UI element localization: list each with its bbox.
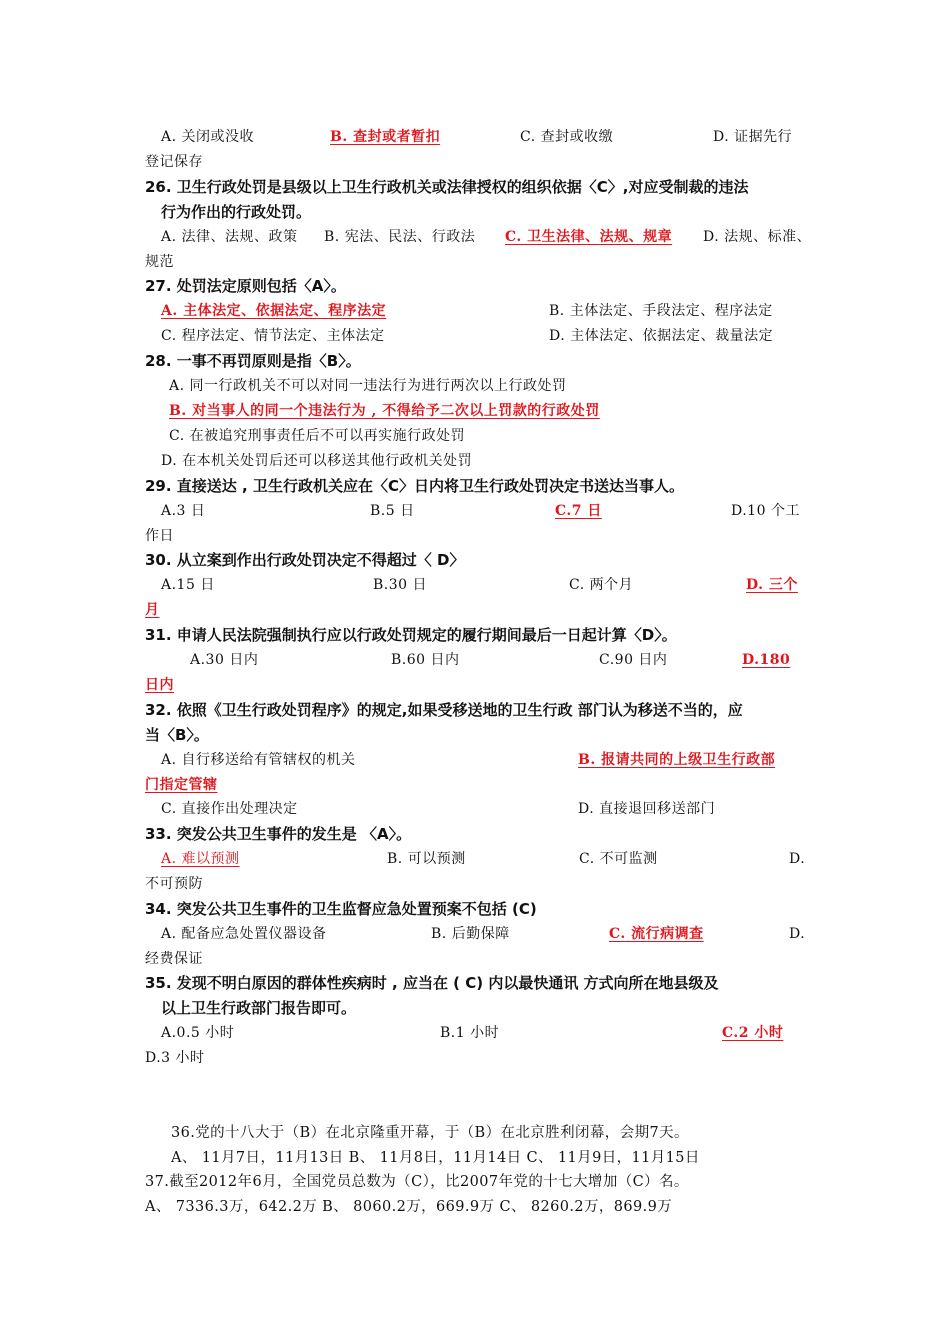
q34-option-d-cont: 经费保证 xyxy=(145,951,203,967)
q33-option-d: D. xyxy=(789,851,806,867)
q26-option-c-answer: C. 卫生法律、法规、规章 xyxy=(505,229,673,245)
q30-option-b: B.30 日 xyxy=(373,577,428,593)
q34-option-c-answer: C. 流行病调查 xyxy=(609,926,704,942)
q29-option-d: D.10 个工 xyxy=(731,503,800,519)
q28-option-b-answer: B. 对当事人的同一个违法行为 , 不得给予二次以上罚款的行政处罚 xyxy=(169,403,600,419)
q32-option-c: C. 直接作出处理决定 xyxy=(161,801,298,817)
q35-stem: 35. 发现不明白原因的群体性疾病时 , 应当在 ( C) 内以最快通讯 方式向所在地县级及 xyxy=(145,974,719,992)
q27-option-b: B. 主体法定、手段法定、程序法定 xyxy=(549,303,773,319)
q31-option-d-cont: 日内 xyxy=(145,677,174,693)
q28-option-a: A. 同一行政机关不可以对同一违法行为进行两次以上行政处罚 xyxy=(169,378,567,394)
q32-option-a: A. 自行移送给有管辖权的机关 xyxy=(161,752,356,768)
q25-option-d: D. 证据先行 xyxy=(713,129,793,145)
q35-stem-cont: 以上卫生行政部门报告即可。 xyxy=(161,999,357,1017)
q33-stem: 33. 突发公共卫生事件的发生是 〈A〉。 xyxy=(145,825,412,843)
q37-options: A、 7336.3万，642.2万 B、 8060.2万，669.9万 C、 8260.2万，869.9万 xyxy=(145,1199,673,1215)
q26-option-a: A. 法律、法规、政策 xyxy=(161,229,298,245)
q33-option-b: B. 可以预测 xyxy=(387,851,466,867)
q34-option-b: B. 后勤保障 xyxy=(431,926,510,942)
q25-option-a: A. 关闭或没收 xyxy=(161,129,255,145)
q33-option-a-answer: A. 难以预测 xyxy=(161,851,240,867)
q32-option-d: D. 直接退回移送部门 xyxy=(578,801,716,817)
q32-stem: 32. 依照《卫生行政处罚程序》的规定,如果受移送地的卫生行政 部门认为移送不当的，应 xyxy=(145,701,743,719)
q27-stem: 27. 处罚法定原则包括〈A〉。 xyxy=(145,277,346,295)
q29-option-c-answer: C.7 日 xyxy=(555,503,602,519)
q35-option-b: B.1 小时 xyxy=(440,1025,500,1041)
q27-option-d: D. 主体法定、依据法定、裁量法定 xyxy=(549,328,774,344)
q31-option-d-answer: D.180 xyxy=(742,652,791,668)
q25-option-c: C. 查封或收缴 xyxy=(520,129,614,145)
q29-option-b: B.5 日 xyxy=(370,503,415,519)
q34-option-d: D. xyxy=(789,926,806,942)
q30-option-d-answer: D. 三个 xyxy=(746,577,798,593)
q28-option-c: C. 在被追究刑事责任后不可以再实施行政处罚 xyxy=(169,428,466,444)
q30-option-a: A.15 日 xyxy=(161,577,215,593)
q26-option-d: D. 法规、标准、 xyxy=(703,229,812,245)
q30-option-c: C. 两个月 xyxy=(569,577,634,593)
q36-options: A、 11月7日，11月13日 B、 11月8日，11月14日 C、 11月9日，11月15日 xyxy=(171,1150,700,1166)
q25-option-b-answer: B. 查封或者暂扣 xyxy=(330,129,441,145)
q35-option-a: A.0.5 小时 xyxy=(161,1025,235,1041)
q31-stem: 31. 申请人民法院强制执行应以行政处罚规定的履行期间最后一日起计算〈D〉。 xyxy=(145,626,677,644)
q34-stem: 34. 突发公共卫生事件的卫生监督应急处置预案不包括 (C) xyxy=(145,900,537,918)
q28-stem: 28. 一事不再罚原则是指〈B〉。 xyxy=(145,352,361,370)
q36-stem: 36.党的十八大于（B）在北京隆重开幕，于（B）在北京胜利闭幕，会期7天。 xyxy=(171,1125,689,1141)
q37-stem: 37.截至2012年6月，全国党员总数为（C），比2007年党的十七大增加（C）名。 xyxy=(145,1174,689,1190)
q27-option-c: C. 程序法定、情节法定、主体法定 xyxy=(161,328,385,344)
q32-option-b-cont: 门指定管辖 xyxy=(145,777,218,793)
q25-option-d-cont: 登记保存 xyxy=(145,154,203,170)
q35-option-d: D.3 小时 xyxy=(145,1050,205,1066)
q32-option-b-answer: B. 报请共同的上级卫生行政部 xyxy=(578,752,776,768)
q31-option-a: A.30 日内 xyxy=(190,652,259,668)
q33-option-c: C. 不可监测 xyxy=(579,851,658,867)
q33-option-d-cont: 不可预防 xyxy=(145,876,203,892)
q28-option-d: D. 在本机关处罚后还可以移送其他行政机关处罚 xyxy=(161,453,473,469)
q30-stem: 30. 从立案到作出行政处罚决定不得超过〈 D〉 xyxy=(145,551,465,569)
q26-stem: 26. 卫生行政处罚是县级以上卫生行政机关或法律授权的组织依据〈C〉,对应受制裁的违法 xyxy=(145,178,749,196)
q27-option-a-answer: A. 主体法定、依据法定、程序法定 xyxy=(161,303,387,319)
q35-option-c-answer: C.2 小时 xyxy=(722,1025,784,1041)
q29-option-d-cont: 作日 xyxy=(145,528,174,544)
q30-option-d-cont: 月 xyxy=(145,602,160,618)
q34-option-a: A. 配备应急处置仪器设备 xyxy=(161,926,327,942)
q26-option-d-cont: 规范 xyxy=(145,254,174,270)
q32-stem-cont: 当〈B〉。 xyxy=(145,726,209,744)
q29-option-a: A.3 日 xyxy=(161,503,206,519)
q31-option-c: C.90 日内 xyxy=(599,652,668,668)
q31-option-b: B.60 日内 xyxy=(391,652,460,668)
q26-option-b: B. 宪法、民法、行政法 xyxy=(324,229,476,245)
q26-stem-cont: 行为作出的行政处罚。 xyxy=(161,203,312,221)
q29-stem: 29. 直接送达 , 卫生行政机关应在〈C〉日内将卫生行政处罚决定书送达当事人。 xyxy=(145,477,684,495)
